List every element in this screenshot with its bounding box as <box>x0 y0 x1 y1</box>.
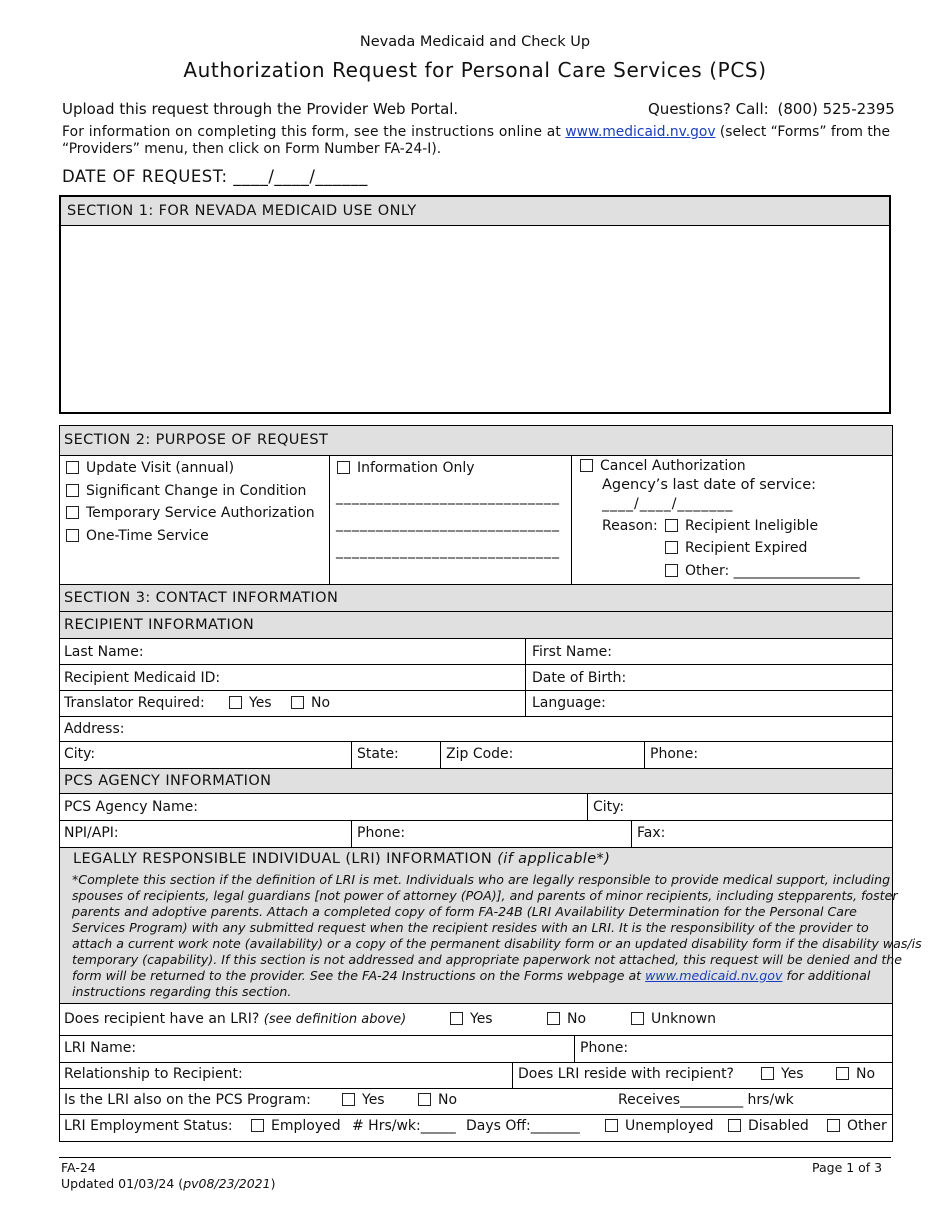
checkbox[interactable] <box>836 1067 849 1080</box>
checkbox[interactable] <box>229 696 242 709</box>
lri-note-line: attach a current work note (availability) or a copy of the permanent disability form or an updated disability form if the disability was/is <box>72 936 922 951</box>
label: Yes <box>470 1011 493 1027</box>
label: Recipient Ineligible <box>685 518 819 534</box>
upload-note: Upload this request through the Provider Web Portal. <box>62 100 459 118</box>
checkbox[interactable] <box>66 529 79 542</box>
reason-recipient-ineligible[interactable] <box>665 518 818 534</box>
updated-date: Updated 01/03/24 (pv08/23/2021) <box>61 1176 276 1191</box>
checkbox[interactable] <box>251 1119 264 1132</box>
label: Does recipient have an LRI? <box>64 1011 260 1027</box>
lri-medicaid-link[interactable]: www.medicaid.nv.gov <box>645 968 783 983</box>
checkbox[interactable] <box>665 541 678 554</box>
reason-recipient-expired[interactable] <box>665 540 807 556</box>
lri-note-line: temporary (capability). If this section is not addressed and appropriate paperwork not attached, this request will be denied and the <box>72 952 903 967</box>
employment-employed[interactable] <box>251 1118 341 1134</box>
label: Significant Change in Condition <box>86 483 307 499</box>
info-line-1 <box>62 124 890 140</box>
lri-reside-question: Does LRI reside with recipient? <box>518 1066 734 1082</box>
agency-phone-field[interactable]: Phone: <box>357 825 406 841</box>
label: Unknown <box>651 1011 716 1027</box>
agency-name: Nevada Medicaid and Check Up <box>359 34 591 50</box>
has-lri-no[interactable] <box>547 1011 586 1027</box>
address-field[interactable]: Address: <box>64 721 125 737</box>
checkbox[interactable] <box>66 461 79 474</box>
employment-disabled[interactable] <box>728 1118 809 1134</box>
city-field[interactable]: City: <box>64 746 96 762</box>
lri-title <box>73 851 610 867</box>
purpose-significant-change[interactable] <box>66 483 306 499</box>
medicaid-id-field[interactable]: Recipient Medicaid ID: <box>64 670 221 686</box>
info-only-line-3[interactable]: ____________________________ <box>336 543 560 559</box>
agency-info-title: PCS AGENCY INFORMATION <box>64 773 272 789</box>
first-name-field[interactable]: First Name: <box>532 644 612 660</box>
recipient-info-title: RECIPIENT INFORMATION <box>64 617 255 633</box>
agency-city-field[interactable]: City: <box>593 799 625 815</box>
lri-title-text: LEGALLY RESPONSIBLE INDIVIDUAL (LRI) INFORMATION <box>73 851 493 867</box>
questions-phone: (800) 525-2395 <box>777 100 895 118</box>
footer-divider <box>59 1157 891 1158</box>
last-date-blank[interactable]: ____/____/_______ <box>602 496 734 512</box>
employment-unemployed[interactable] <box>605 1118 714 1134</box>
checkbox[interactable] <box>728 1119 741 1132</box>
label: No <box>311 695 331 711</box>
form-number: FA-24 <box>61 1160 96 1175</box>
lri-note-line: Services Program) with any submitted request when the recipient resides with an LRI. It is the responsibility of the provider to <box>72 920 869 935</box>
translator-required-label: Translator Required: <box>64 695 205 711</box>
label: Other: __________________ <box>685 563 860 579</box>
checkbox[interactable] <box>418 1093 431 1106</box>
lri-phone-field[interactable]: Phone: <box>580 1040 629 1056</box>
info-only-line-2[interactable]: ____________________________ <box>336 516 560 532</box>
recipient-phone-field[interactable]: Phone: <box>650 746 699 762</box>
employment-status-label: LRI Employment Status: <box>64 1118 233 1134</box>
lri-if-applicable: (if applicable*) <box>497 851 611 867</box>
label: Update Visit (annual) <box>86 460 235 476</box>
checkbox[interactable] <box>547 1012 560 1025</box>
info-line-2: “Providers” menu, then click on Form Number FA-24-I). <box>62 141 442 157</box>
checkbox[interactable] <box>665 519 678 532</box>
reason-label: Reason: <box>602 518 658 534</box>
checkbox[interactable] <box>827 1119 840 1132</box>
section-3-title: SECTION 3: CONTACT INFORMATION <box>64 590 339 606</box>
purpose-temporary-authorization[interactable] <box>66 505 315 521</box>
on-pcs-no[interactable] <box>418 1092 457 1108</box>
relationship-field[interactable]: Relationship to Recipient: <box>64 1066 243 1082</box>
lri-note-line: parents and adoptive parents. Attach a completed copy of form FA-24B (LRI Availability Determination for the Personal Care <box>72 904 857 919</box>
checkbox[interactable] <box>66 484 79 497</box>
label: No <box>567 1011 587 1027</box>
purpose-information-only[interactable] <box>337 460 475 476</box>
lri-note-line <box>72 968 922 984</box>
section-1-box <box>59 195 891 414</box>
has-lri-unknown[interactable] <box>631 1011 716 1027</box>
checkbox[interactable] <box>761 1067 774 1080</box>
purpose-cancel-authorization[interactable] <box>580 458 746 474</box>
info-text: For information on completing this form, see the instructions online at <box>62 124 561 140</box>
state-field[interactable]: State: <box>357 746 399 762</box>
lri-note-line: spouses of recipients, legal guardians [not power of attorney (POA)], and parents of minor recipients, including stepparents, foster <box>72 888 898 903</box>
info-only-line-1[interactable]: ____________________________ <box>336 489 560 505</box>
page-number: Page 1 of 3 <box>812 1160 883 1175</box>
section-1-title: SECTION 1: FOR NEVADA MEDICAID USE ONLY <box>67 203 417 219</box>
last-date-label: Agency’s last date of service: <box>602 477 817 493</box>
label: Unemployed <box>625 1118 714 1134</box>
reason-other[interactable] <box>665 563 860 579</box>
lri-name-field[interactable]: LRI Name: <box>64 1040 137 1056</box>
purpose-one-time-service[interactable] <box>66 528 209 544</box>
lri-instructions <box>72 872 922 1000</box>
purpose-update-visit[interactable] <box>66 460 234 476</box>
checkbox[interactable] <box>665 564 678 577</box>
zip-code-field[interactable]: Zip Code: <box>446 746 514 762</box>
form-title: Authorization Request for Personal Care Services (PCS) <box>183 58 767 82</box>
checkbox[interactable] <box>291 696 304 709</box>
lri-note-text: for additional <box>786 968 871 983</box>
has-lri-question <box>64 1011 406 1027</box>
npi-api-field[interactable]: NPI/API: <box>64 825 119 841</box>
checkbox[interactable] <box>337 461 350 474</box>
agency-name-field[interactable]: PCS Agency Name: <box>64 799 198 815</box>
date-of-request[interactable]: DATE OF REQUEST: ____/____/______ <box>62 167 368 186</box>
translator-no[interactable] <box>291 695 330 711</box>
has-lri-note: (see definition above) <box>263 1012 407 1027</box>
lri-note-line: instructions regarding this section. <box>72 984 292 999</box>
label: No <box>438 1092 458 1108</box>
checkbox[interactable] <box>66 506 79 519</box>
label: Disabled <box>748 1118 809 1134</box>
label: Temporary Service Authorization <box>86 505 315 521</box>
label: Yes <box>362 1092 385 1108</box>
previous-version: pv08/23/2021 <box>183 1176 271 1191</box>
lri-on-pcs-question: Is the LRI also on the PCS Program: <box>64 1092 311 1108</box>
label: Information Only <box>357 460 475 476</box>
label: One-Time Service <box>86 528 209 544</box>
days-off-field[interactable]: Days Off:_______ <box>466 1118 580 1134</box>
questions-label: Questions? Call: <box>648 100 769 118</box>
label: Yes <box>781 1066 804 1082</box>
label: Employed <box>271 1118 341 1134</box>
updated-text: Updated 01/03/24 <box>61 1176 175 1191</box>
on-pcs-yes[interactable] <box>342 1092 385 1108</box>
label: Recipient Expired <box>685 540 808 556</box>
lri-note-line: *Complete this section if the definition of LRI is met. Individuals who are legally responsible to provide medical support, including <box>72 872 891 887</box>
section-2-title: SECTION 2: PURPOSE OF REQUEST <box>64 432 329 448</box>
language-field[interactable]: Language: <box>532 695 606 711</box>
lri-note-text: form will be returned to the provider. See the FA-24 Instructions on the Forms webpage at <box>72 968 642 983</box>
checkbox[interactable] <box>605 1119 618 1132</box>
label: Other <box>847 1118 887 1134</box>
questions-line <box>648 100 895 118</box>
checkbox[interactable] <box>450 1012 463 1025</box>
label: No <box>856 1066 876 1082</box>
reside-no[interactable] <box>836 1066 875 1082</box>
has-lri-yes[interactable] <box>450 1011 493 1027</box>
checkbox[interactable] <box>342 1093 355 1106</box>
label: Cancel Authorization <box>600 458 746 474</box>
medicaid-website-link[interactable]: www.medicaid.nv.gov <box>565 124 716 140</box>
checkbox[interactable] <box>631 1012 644 1025</box>
section-1-header <box>61 197 889 226</box>
info-text-cont: (select “Forms” from the <box>719 124 890 140</box>
last-name-field[interactable]: Last Name: <box>64 644 144 660</box>
receives-hours-field[interactable]: Receives_________ hrs/wk <box>618 1092 794 1108</box>
reside-yes[interactable] <box>761 1066 804 1082</box>
hrs-per-week-field[interactable]: # Hrs/wk:_____ <box>352 1118 456 1134</box>
date-of-birth-field[interactable]: Date of Birth: <box>532 670 627 686</box>
employment-other[interactable] <box>827 1118 887 1134</box>
checkbox[interactable] <box>580 459 593 472</box>
translator-yes[interactable] <box>229 695 272 711</box>
label: Yes <box>249 695 272 711</box>
agency-fax-field[interactable]: Fax: <box>637 825 666 841</box>
